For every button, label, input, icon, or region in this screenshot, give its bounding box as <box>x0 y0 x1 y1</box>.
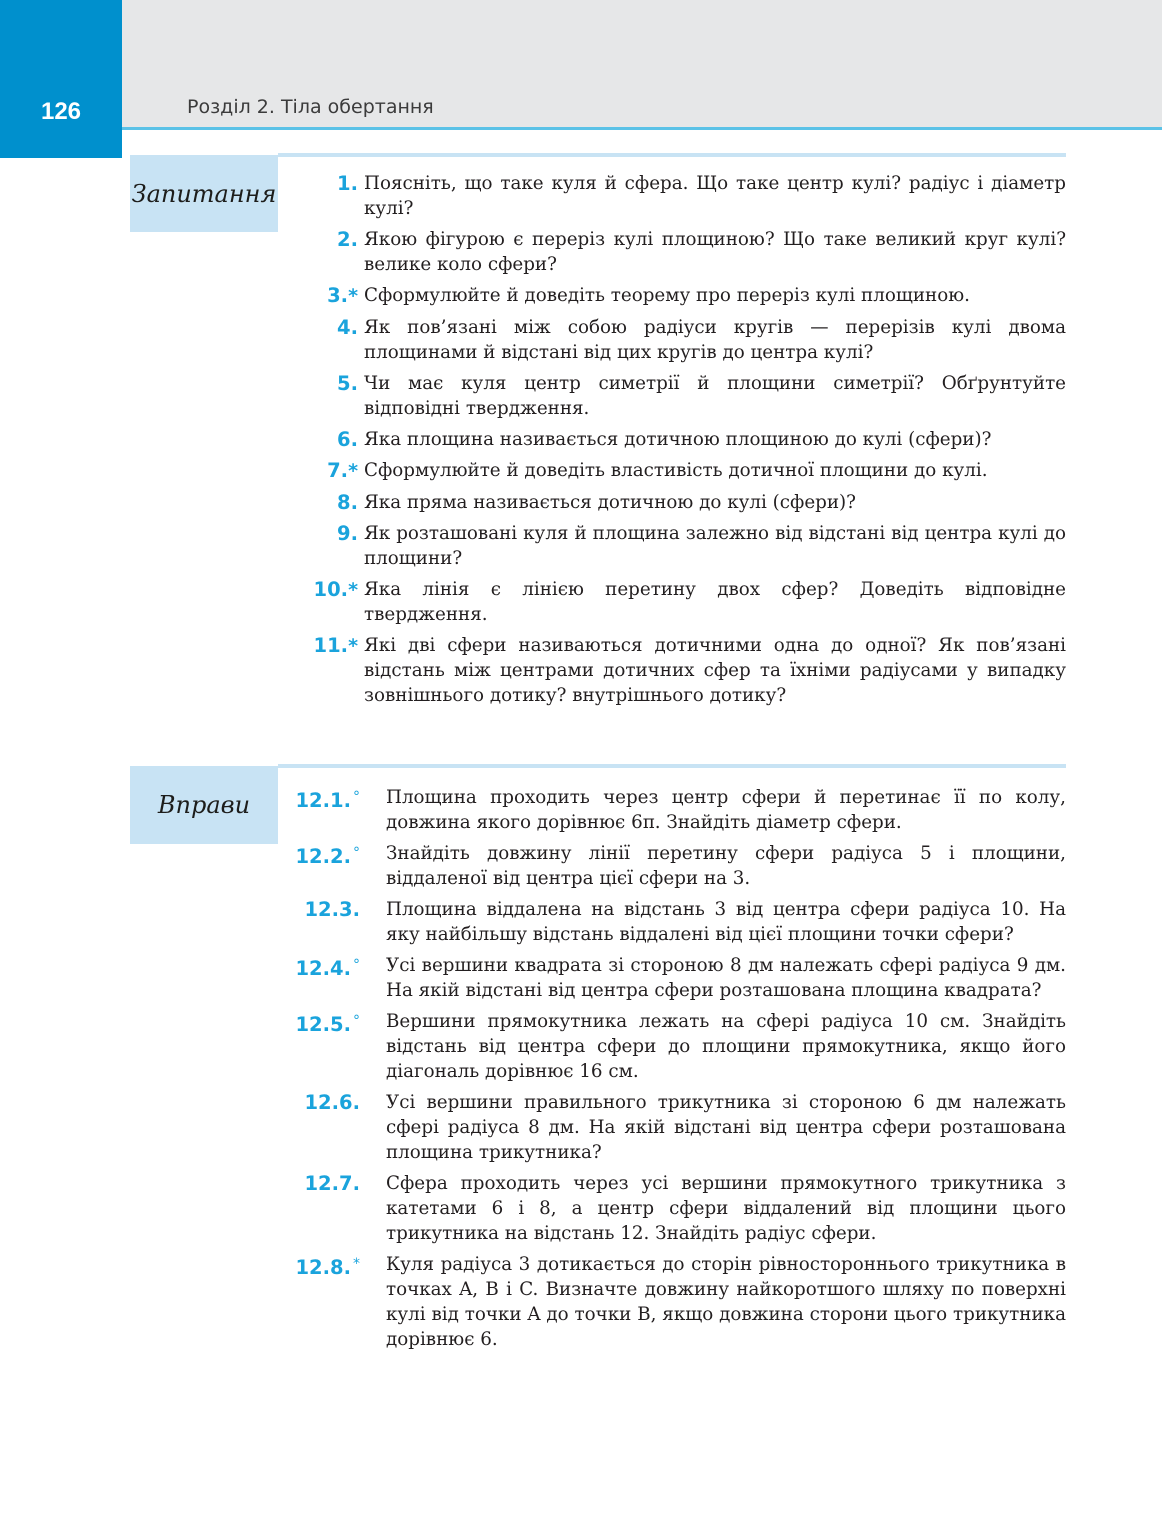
number-text: 12.8. <box>295 1256 351 1279</box>
number-text: 12.5. <box>295 1013 351 1036</box>
exercise-item-number <box>290 897 386 947</box>
exercise-item-text: Вершини прямокутника лежать на сфері радіуса 10 см. Знайдіть відстань від центра сфери до площини прямокутника, якщо його діагональ дорівнює 16 см. <box>386 1011 1066 1082</box>
number-text: 10. <box>313 578 349 601</box>
exercise-item <box>290 897 1066 947</box>
difficulty-mark: ° <box>353 789 360 805</box>
number-text: 9. <box>337 522 358 545</box>
question-item-text: Поясніть, що таке куля й сфера. Що таке центр кулі? радіус і діаметр кулі? <box>364 173 1066 219</box>
exercise-item <box>290 1009 1066 1084</box>
exercise-item <box>290 1171 1066 1246</box>
chapter-title: Розділ 2. Тіла обертання <box>187 96 434 118</box>
difficulty-mark: * <box>348 285 358 307</box>
question-item-number <box>300 633 364 708</box>
exercise-item <box>290 1252 1066 1352</box>
exercise-item-text: Площина віддалена на відстань 3 від центра сфери радіуса 10. На яку найбільшу відстань віддалені від цієї площини точки сфери? <box>386 899 1066 945</box>
exercise-item-text: Сфера проходить через усі вершини прямокутного трикутника з катетами 6 і 8, а центр сфери віддалений від площини цього трикутника на відстань 12. Знайдіть радіус сфери. <box>386 1173 1066 1244</box>
question-item <box>300 171 1066 221</box>
header-band <box>0 0 1162 130</box>
question-item-number <box>300 577 364 627</box>
exercise-item-number <box>290 1090 386 1165</box>
header-rule <box>120 127 1162 130</box>
number-text: 12.7. <box>304 1172 360 1195</box>
exercises-list <box>290 785 1066 1358</box>
question-item <box>300 633 1066 708</box>
question-item <box>300 458 1066 484</box>
question-item <box>300 490 1066 515</box>
difficulty-mark: * <box>353 1256 360 1272</box>
exercises-rule <box>278 764 1066 768</box>
question-item-number <box>300 427 364 452</box>
exercise-item-text: Знайдіть довжину лінії перетину сфери радіуса 5 і площини, віддаленої від центра цієї сфери на 3. <box>386 843 1066 889</box>
question-item <box>300 371 1066 421</box>
question-item-text: Яка лінія є лінією перетину двох сфер? Доведіть відповідне твердження. <box>364 579 1066 625</box>
question-item <box>300 427 1066 452</box>
exercise-item-text: Площина проходить через центр сфери й перетинає її по колу, довжина якого дорівнює 6π. Знайдіть діаметр сфери. <box>386 787 1066 833</box>
page-number-tab <box>0 0 122 158</box>
exercises-label: Вправи <box>130 766 278 844</box>
number-text: 1. <box>337 172 358 195</box>
exercise-item-text: Усі вершини квадрата зі стороною 8 дм належать сфері радіуса 9 дм. На якій відстані від центра сфери розташована площина квадрата? <box>386 955 1066 1001</box>
number-text: 7. <box>327 459 349 482</box>
question-item-text: Як розташовані куля й площина залежно від відстані від центра кулі до площини? <box>364 523 1066 569</box>
exercise-item <box>290 1090 1066 1165</box>
question-item-number <box>300 227 364 277</box>
questions-list <box>300 171 1066 714</box>
question-item-number <box>300 171 364 221</box>
exercise-item-number <box>290 1171 386 1246</box>
exercise-item-number <box>290 1009 386 1084</box>
exercise-item-number <box>290 1252 386 1352</box>
number-text: 12.3. <box>304 898 360 921</box>
question-item-text: Яка пряма називається дотичною до кулі (сфери)? <box>364 492 856 513</box>
question-item-number <box>300 458 364 484</box>
exercise-item <box>290 785 1066 835</box>
exercise-item-text: Куля радіуса 3 дотикається до сторін рівностороннього трикутника в точках A, B і C. Визначте довжину найкоротшого шляху по поверхні кулі від точки A до точки B, якщо довжина сторони цього трикутника дорівнює 6. <box>386 1254 1066 1350</box>
difficulty-mark: * <box>348 460 358 482</box>
number-text: 8. <box>337 491 358 514</box>
difficulty-mark: * <box>348 579 358 601</box>
question-item <box>300 315 1066 365</box>
difficulty-mark: * <box>348 635 358 657</box>
difficulty-mark: ° <box>353 1013 360 1029</box>
question-item-text: Яка площина називається дотичною площиною до кулі (сфери)? <box>364 429 992 450</box>
question-item-number <box>300 283 364 309</box>
questions-rule <box>278 153 1066 157</box>
number-text: 3. <box>327 284 349 307</box>
difficulty-mark: ° <box>353 845 360 861</box>
question-item-number <box>300 490 364 515</box>
number-text: 12.2. <box>295 845 351 868</box>
question-item <box>300 283 1066 309</box>
question-item-number <box>300 521 364 571</box>
number-text: 6. <box>337 428 358 451</box>
exercise-item <box>290 841 1066 891</box>
number-text: 2. <box>337 228 358 251</box>
question-item-number <box>300 371 364 421</box>
question-item <box>300 227 1066 277</box>
question-item-text: Сформулюйте й доведіть теорему про переріз кулі площиною. <box>364 285 970 306</box>
number-text: 11. <box>313 634 349 657</box>
number-text: 5. <box>337 372 358 395</box>
exercise-item-text: Усі вершини правильного трикутника зі стороною 6 дм належать сфері радіуса 8 дм. На якій відстані від центра сфери розташована площина трикутника? <box>386 1092 1066 1163</box>
question-item-text: Які дві сфери називаються дотичними одна до одної? Як пов’язані відстань між центрами дотичних сфер та їхніми радіусами у випадку зовнішнього дотику? внутрішнього дотику? <box>364 635 1066 706</box>
exercise-item-number <box>290 785 386 835</box>
page-number: 126 <box>40 98 82 125</box>
exercise-item <box>290 953 1066 1003</box>
question-item-text: Сформулюйте й доведіть властивість дотичної площини до кулі. <box>364 460 988 481</box>
question-item-text: Чи має куля центр симетрії й площини симетрії? Обґрунтуйте відповідні твердження. <box>364 373 1066 419</box>
question-item-number <box>300 315 364 365</box>
number-text: 12.1. <box>295 789 351 812</box>
exercise-item-number <box>290 841 386 891</box>
exercise-item-number <box>290 953 386 1003</box>
question-item <box>300 577 1066 627</box>
questions-label: Запитання <box>130 155 278 232</box>
question-item-text: Якою фігурою є переріз кулі площиною? Що таке великий круг кулі? велике коло сфери? <box>364 229 1066 275</box>
difficulty-mark: ° <box>353 957 360 973</box>
question-item-text: Як пов’язані між собою радіуси кругів — перерізів кулі двома площинами й відстані від цих кругів до центра кулі? <box>364 317 1066 363</box>
number-text: 12.6. <box>304 1091 360 1114</box>
question-item <box>300 521 1066 571</box>
number-text: 12.4. <box>295 957 351 980</box>
number-text: 4. <box>337 316 358 339</box>
